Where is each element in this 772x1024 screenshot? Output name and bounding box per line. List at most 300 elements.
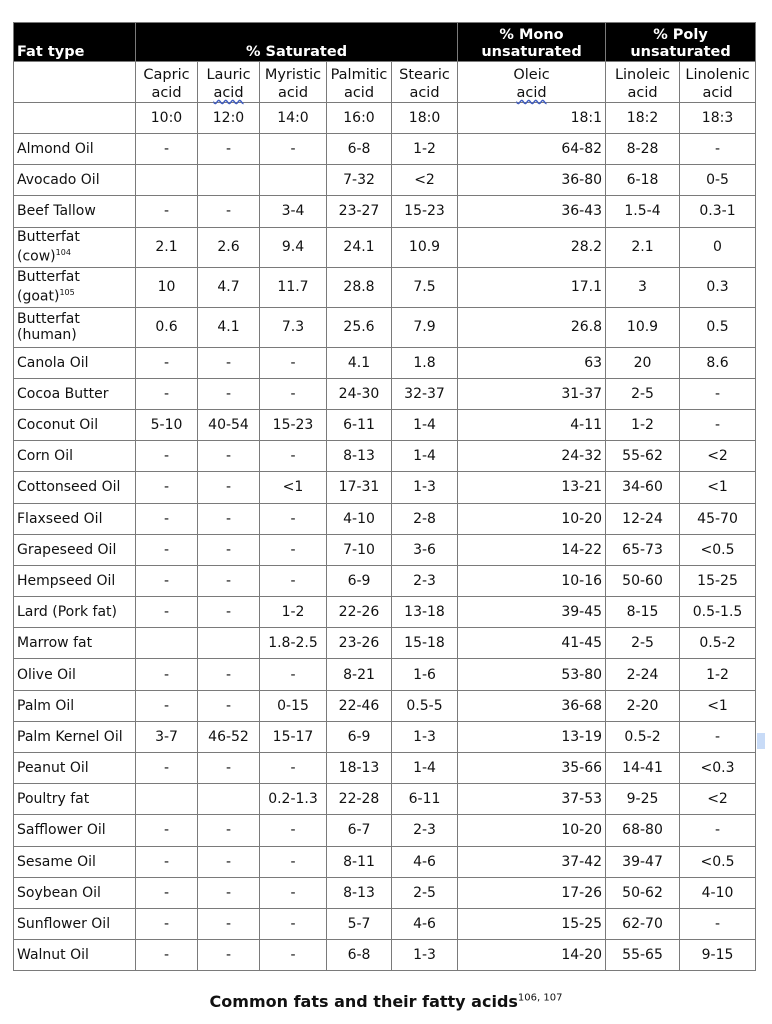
value-cell: 15-23 (392, 196, 458, 227)
value-cell: 50-62 (606, 877, 680, 908)
value-cell: 46-52 (198, 721, 260, 752)
value-cell: 36-68 (458, 690, 606, 721)
value-cell: - (136, 565, 198, 596)
value-cell: - (680, 908, 756, 939)
value-cell: 0.5-1.5 (680, 597, 756, 628)
value-cell: 8-13 (327, 441, 392, 472)
fat-name: Coconut Oil (17, 417, 99, 434)
value-cell: - (198, 753, 260, 784)
value-cell: - (198, 441, 260, 472)
fat-name: Hempseed Oil (17, 572, 116, 589)
value-cell: 28.8 (327, 267, 392, 307)
value-cell: - (260, 378, 327, 409)
value-cell: 39-45 (458, 597, 606, 628)
value-cell: - (198, 378, 260, 409)
table-row (14, 908, 756, 939)
fat-name: Cottonseed Oil (17, 479, 121, 496)
value-cell: - (198, 503, 260, 534)
value-cell: 25.6 (327, 307, 392, 347)
fat-name: Soybean Oil (17, 884, 101, 901)
fat-name-cell (14, 690, 136, 721)
fat-name: Almond Oil (17, 141, 94, 158)
value-cell: - (198, 534, 260, 565)
value-cell: 6-8 (327, 940, 392, 971)
value-cell: 1-2 (606, 409, 680, 440)
value-cell: 18-13 (327, 753, 392, 784)
value-cell: - (198, 196, 260, 227)
table-row (14, 227, 756, 267)
value-cell: - (198, 940, 260, 971)
value-cell: 15-23 (260, 409, 327, 440)
value-cell: 22-26 (327, 597, 392, 628)
table-row (14, 441, 756, 472)
value-cell: 1-3 (392, 940, 458, 971)
value-cell: 2-5 (606, 628, 680, 659)
fat-name-cell (14, 503, 136, 534)
fat-name-cell (14, 472, 136, 503)
column-header-7 (680, 62, 756, 103)
value-cell: - (680, 134, 756, 165)
fat-name: Canola Oil (17, 354, 89, 371)
value-cell: 23-26 (327, 628, 392, 659)
value-cell: 1-2 (260, 597, 327, 628)
value-cell (198, 165, 260, 196)
value-cell: 22-46 (327, 690, 392, 721)
value-cell: 55-62 (606, 441, 680, 472)
table-row (14, 267, 756, 307)
table-caption (0, 992, 772, 1011)
column-header-word: Linolenic acid (685, 67, 750, 101)
fat-name-cell (14, 815, 136, 846)
value-cell: 26.8 (458, 307, 606, 347)
value-cell: 2-8 (392, 503, 458, 534)
value-cell: 14-20 (458, 940, 606, 971)
value-cell: - (136, 815, 198, 846)
value-cell: 1-3 (392, 472, 458, 503)
value-cell: 2-5 (606, 378, 680, 409)
value-cell: 4-6 (392, 908, 458, 939)
table-row (14, 628, 756, 659)
fat-name-cell (14, 534, 136, 565)
fat-name-cell (14, 347, 136, 378)
fat-name-cell (14, 908, 136, 939)
value-cell: 10.9 (392, 227, 458, 267)
blank-header-cell (14, 62, 136, 103)
fat-name: Avocado Oil (17, 172, 100, 189)
fat-name-cell (14, 441, 136, 472)
value-cell: 6-11 (327, 409, 392, 440)
value-cell: 0.6 (136, 307, 198, 347)
value-cell: 36-80 (458, 165, 606, 196)
fat-name: Peanut Oil (17, 760, 89, 777)
value-cell: 3 (606, 267, 680, 307)
value-cell: 6-18 (606, 165, 680, 196)
value-cell: 24-32 (458, 441, 606, 472)
value-cell: 4.1 (198, 307, 260, 347)
value-cell: 1-6 (392, 659, 458, 690)
value-cell: 2-24 (606, 659, 680, 690)
table-row (14, 940, 756, 971)
fat-name-cell (14, 378, 136, 409)
poly-header: % Poly unsaturated (606, 23, 756, 62)
selection-marker (757, 733, 765, 749)
value-cell: <2 (392, 165, 458, 196)
value-cell: - (680, 409, 756, 440)
fat-name-cell (14, 846, 136, 877)
value-cell: - (198, 565, 260, 596)
value-cell: 10.9 (606, 307, 680, 347)
value-cell: 39-47 (606, 846, 680, 877)
fat-name: Marrow fat (17, 635, 93, 652)
value-cell: - (136, 940, 198, 971)
value-cell (136, 165, 198, 196)
fat-name-cell (14, 784, 136, 815)
value-cell: - (260, 659, 327, 690)
fat-name: Palm Oil (17, 697, 75, 714)
fat-name: Sunflower Oil (17, 916, 111, 933)
table-body (14, 134, 756, 971)
table-row (14, 690, 756, 721)
ratio-cell-2: 14:0 (260, 103, 327, 134)
table-row (14, 597, 756, 628)
value-cell: - (680, 378, 756, 409)
value-cell: 0.3 (680, 267, 756, 307)
value-cell: - (198, 597, 260, 628)
value-cell: - (198, 690, 260, 721)
table-row (14, 565, 756, 596)
value-cell: 8-15 (606, 597, 680, 628)
value-cell: 7-32 (327, 165, 392, 196)
value-cell: - (198, 846, 260, 877)
fat-name: Safflower Oil (17, 822, 106, 839)
value-cell: 2.1 (136, 227, 198, 267)
value-cell: <0.5 (680, 846, 756, 877)
value-cell: 2-3 (392, 815, 458, 846)
value-cell: 7.5 (392, 267, 458, 307)
fat-name-cell (14, 307, 136, 347)
value-cell: 11.7 (260, 267, 327, 307)
table-row (14, 534, 756, 565)
table-row (14, 815, 756, 846)
value-cell: 0.5 (680, 307, 756, 347)
fat-name: Cocoa Butter (17, 385, 109, 402)
value-cell: 1-2 (392, 134, 458, 165)
value-cell: 2.6 (198, 227, 260, 267)
value-cell: 12-24 (606, 503, 680, 534)
fat-name: Beef Tallow (17, 203, 96, 220)
value-cell: 10-20 (458, 503, 606, 534)
fat-name: Butterfat (cow) (17, 229, 80, 265)
ratio-cell-7: 18:3 (680, 103, 756, 134)
column-name-row (14, 62, 756, 103)
fat-name-footnote: 105 (59, 288, 75, 298)
value-cell: - (260, 503, 327, 534)
value-cell: - (136, 134, 198, 165)
header-row (14, 23, 756, 62)
ratio-cell-5: 18:1 (458, 103, 606, 134)
value-cell: 1.5-4 (606, 196, 680, 227)
value-cell: <1 (680, 472, 756, 503)
value-cell: 15-25 (680, 565, 756, 596)
value-cell: 65-73 (606, 534, 680, 565)
value-cell: - (260, 134, 327, 165)
value-cell: - (198, 815, 260, 846)
blank-ratio-cell (14, 103, 136, 134)
value-cell: - (260, 534, 327, 565)
value-cell: - (198, 134, 260, 165)
value-cell: 9.4 (260, 227, 327, 267)
table-row (14, 409, 756, 440)
value-cell: 36-43 (458, 196, 606, 227)
value-cell: 8-21 (327, 659, 392, 690)
fat-name-cell (14, 165, 136, 196)
value-cell: <0.5 (680, 534, 756, 565)
value-cell: 32-37 (392, 378, 458, 409)
value-cell: 24.1 (327, 227, 392, 267)
table-row (14, 307, 756, 347)
value-cell: 4-10 (327, 503, 392, 534)
column-header-6 (606, 62, 680, 103)
table-row (14, 196, 756, 227)
value-cell: 6-9 (327, 565, 392, 596)
value-cell: 9-25 (606, 784, 680, 815)
value-cell: 20 (606, 347, 680, 378)
value-cell: - (260, 347, 327, 378)
value-cell: 63 (458, 347, 606, 378)
column-header-word: Lauric acid (206, 67, 251, 101)
value-cell: 10 (136, 267, 198, 307)
fat-name-cell (14, 267, 136, 307)
value-cell: - (260, 753, 327, 784)
value-cell: <1 (260, 472, 327, 503)
value-cell: 2-3 (392, 565, 458, 596)
saturated-header: % Saturated (136, 23, 458, 62)
value-cell: - (680, 721, 756, 752)
column-header-word: Myristic acid (264, 67, 322, 101)
value-cell: 9-15 (680, 940, 756, 971)
value-cell: - (260, 815, 327, 846)
column-header-word: Capric acid (143, 67, 190, 101)
value-cell: 68-80 (606, 815, 680, 846)
fat-name: Butterfat (human) (17, 311, 80, 344)
value-cell: 10-20 (458, 815, 606, 846)
fat-name-footnote: 104 (55, 248, 71, 258)
ratio-row (14, 103, 756, 134)
value-cell: - (198, 472, 260, 503)
table-row (14, 165, 756, 196)
table-row (14, 347, 756, 378)
value-cell: - (260, 908, 327, 939)
value-cell: 23-27 (327, 196, 392, 227)
fat-name-cell (14, 940, 136, 971)
value-cell: 34-60 (606, 472, 680, 503)
table-row (14, 134, 756, 165)
value-cell: 0.5-2 (680, 628, 756, 659)
value-cell: 6-8 (327, 134, 392, 165)
value-cell: - (136, 441, 198, 472)
value-cell: 13-21 (458, 472, 606, 503)
ratio-cell-0: 10:0 (136, 103, 198, 134)
value-cell: 1.8 (392, 347, 458, 378)
fat-name-cell (14, 659, 136, 690)
value-cell: 5-10 (136, 409, 198, 440)
value-cell: <0.3 (680, 753, 756, 784)
value-cell: - (136, 690, 198, 721)
value-cell: - (198, 908, 260, 939)
value-cell: - (198, 347, 260, 378)
value-cell: 64-82 (458, 134, 606, 165)
value-cell: <2 (680, 441, 756, 472)
value-cell: - (136, 534, 198, 565)
value-cell: 8-13 (327, 877, 392, 908)
fat-name-cell (14, 409, 136, 440)
fat-name-cell (14, 134, 136, 165)
value-cell: - (136, 597, 198, 628)
value-cell (136, 784, 198, 815)
value-cell: - (260, 565, 327, 596)
value-cell: 17-26 (458, 877, 606, 908)
value-cell (198, 784, 260, 815)
value-cell: 8-28 (606, 134, 680, 165)
value-cell: - (198, 877, 260, 908)
fat-name-cell (14, 877, 136, 908)
fat-name: Butterfat (goat) (17, 269, 80, 305)
table-row (14, 721, 756, 752)
value-cell: - (136, 503, 198, 534)
value-cell: 14-41 (606, 753, 680, 784)
mono-header: % Mono unsaturated (458, 23, 606, 62)
value-cell: - (680, 815, 756, 846)
value-cell: 7.9 (392, 307, 458, 347)
value-cell: 17-31 (327, 472, 392, 503)
value-cell: 22-28 (327, 784, 392, 815)
ratio-cell-4: 18:0 (392, 103, 458, 134)
value-cell: 0.5-2 (606, 721, 680, 752)
value-cell: 3-6 (392, 534, 458, 565)
table-row (14, 846, 756, 877)
value-cell: 13-18 (392, 597, 458, 628)
fat-name-cell (14, 597, 136, 628)
value-cell: 0-5 (680, 165, 756, 196)
value-cell: 17.1 (458, 267, 606, 307)
column-header-3 (327, 62, 392, 103)
table-row (14, 877, 756, 908)
value-cell: - (260, 940, 327, 971)
value-cell: - (136, 659, 198, 690)
value-cell: 28.2 (458, 227, 606, 267)
fat-name-cell (14, 721, 136, 752)
value-cell: 0.2-1.3 (260, 784, 327, 815)
column-header-word: Stearic acid (399, 67, 450, 101)
value-cell: 37-53 (458, 784, 606, 815)
value-cell: 1-3 (392, 721, 458, 752)
fat-name-cell (14, 753, 136, 784)
value-cell: 1-4 (392, 441, 458, 472)
value-cell: 24-30 (327, 378, 392, 409)
value-cell: 4-11 (458, 409, 606, 440)
value-cell: 8.6 (680, 347, 756, 378)
table-row (14, 472, 756, 503)
value-cell: 3-7 (136, 721, 198, 752)
value-cell: 2-5 (392, 877, 458, 908)
caption-footnote: 106, 107 (517, 992, 563, 1004)
fat-name: Grapeseed Oil (17, 541, 117, 558)
value-cell (136, 628, 198, 659)
column-header-word: Palmitic acid (330, 67, 388, 101)
table-row (14, 378, 756, 409)
value-cell: 8-11 (327, 846, 392, 877)
ratio-cell-6: 18:2 (606, 103, 680, 134)
value-cell: - (136, 378, 198, 409)
value-cell: - (260, 846, 327, 877)
fat-name: Palm Kernel Oil (17, 728, 123, 745)
value-cell: 2-20 (606, 690, 680, 721)
value-cell: 4.7 (198, 267, 260, 307)
value-cell: 14-22 (458, 534, 606, 565)
value-cell: 62-70 (606, 908, 680, 939)
value-cell: - (136, 196, 198, 227)
value-cell: <1 (680, 690, 756, 721)
value-cell: 7.3 (260, 307, 327, 347)
fat-name: Corn Oil (17, 448, 73, 465)
fat-name: Olive Oil (17, 666, 76, 683)
value-cell: 10-16 (458, 565, 606, 596)
column-header-word: Oleic acid (513, 67, 550, 101)
value-cell: 15-17 (260, 721, 327, 752)
fat-name: Flaxseed Oil (17, 510, 103, 527)
value-cell: 6-11 (392, 784, 458, 815)
fat-name: Walnut Oil (17, 947, 89, 964)
value-cell: 37-42 (458, 846, 606, 877)
value-cell: 3-4 (260, 196, 327, 227)
value-cell: <2 (680, 784, 756, 815)
fat-type-header: Fat type (14, 23, 136, 62)
value-cell: 6-9 (327, 721, 392, 752)
value-cell: - (260, 441, 327, 472)
value-cell: - (136, 908, 198, 939)
value-cell: - (136, 877, 198, 908)
value-cell: 4-10 (680, 877, 756, 908)
column-header-4 (392, 62, 458, 103)
ratio-cell-3: 16:0 (327, 103, 392, 134)
table-row (14, 659, 756, 690)
fat-name-cell (14, 565, 136, 596)
value-cell: 1-4 (392, 409, 458, 440)
value-cell: - (260, 877, 327, 908)
value-cell: 50-60 (606, 565, 680, 596)
value-cell: 15-18 (392, 628, 458, 659)
value-cell: 13-19 (458, 721, 606, 752)
value-cell: 5-7 (327, 908, 392, 939)
value-cell: 1-4 (392, 753, 458, 784)
value-cell: 7-10 (327, 534, 392, 565)
column-header-word: Linoleic acid (614, 67, 671, 101)
value-cell: 40-54 (198, 409, 260, 440)
column-header-1 (198, 62, 260, 103)
value-cell (260, 165, 327, 196)
value-cell: 45-70 (680, 503, 756, 534)
table-row (14, 753, 756, 784)
fat-name: Sesame Oil (17, 853, 96, 870)
fat-name-cell (14, 628, 136, 659)
column-header-5 (458, 62, 606, 103)
value-cell: 6-7 (327, 815, 392, 846)
value-cell: 0.5-5 (392, 690, 458, 721)
value-cell: 1-2 (680, 659, 756, 690)
column-header-0 (136, 62, 198, 103)
table-row (14, 784, 756, 815)
value-cell: - (136, 753, 198, 784)
